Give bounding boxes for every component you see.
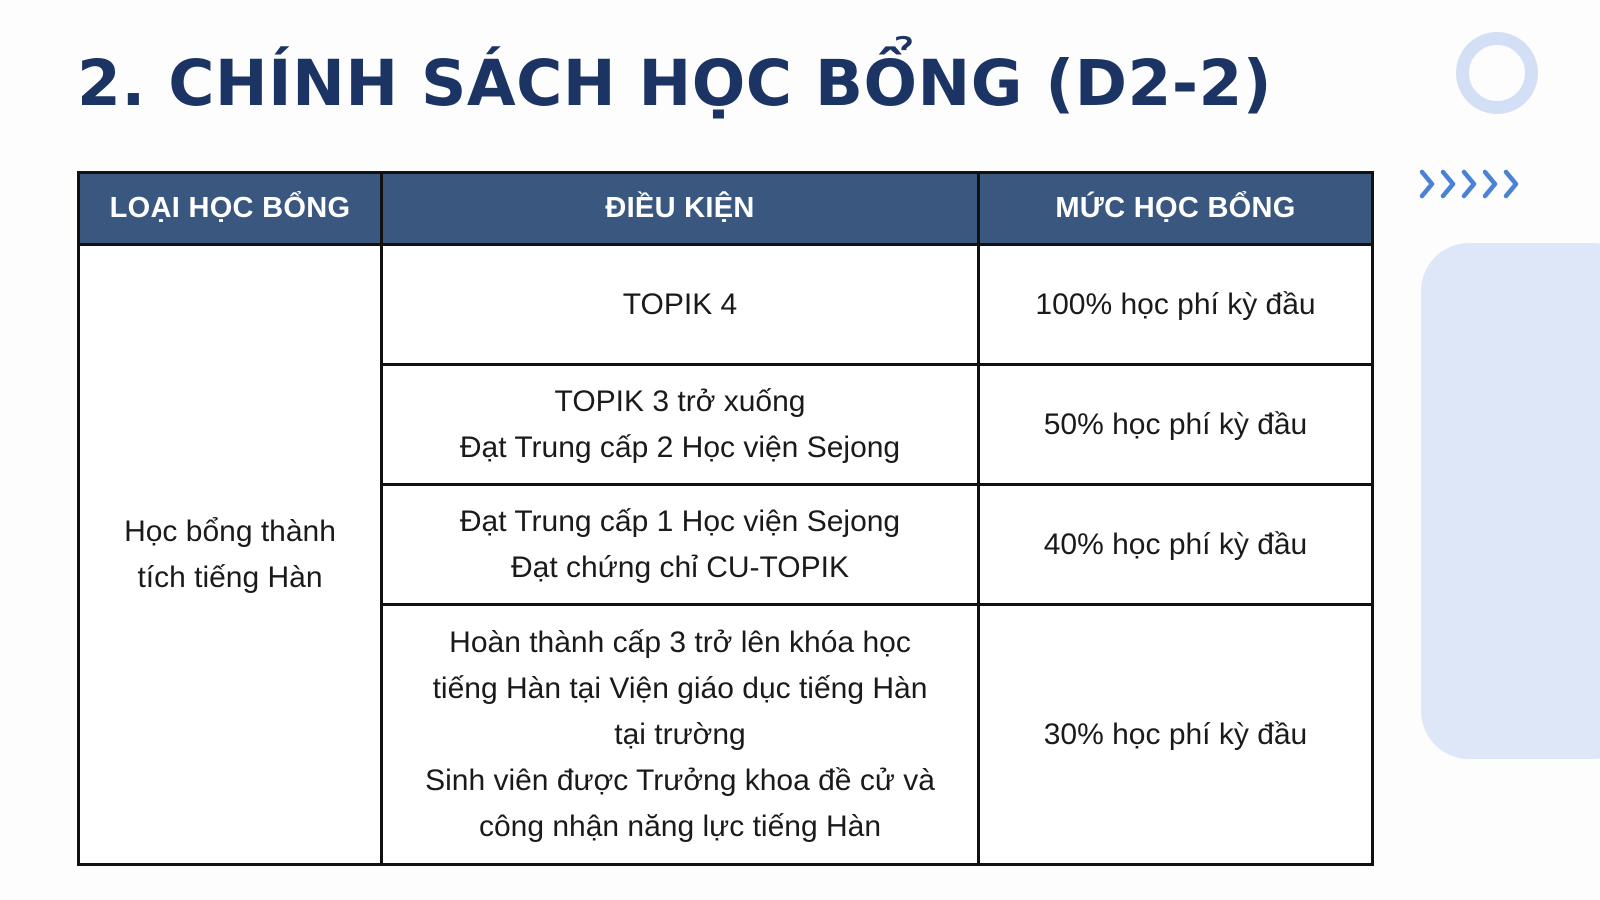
condition-cell <box>382 605 979 865</box>
condition-cell <box>382 365 979 485</box>
scholarship-table <box>77 171 1374 866</box>
header-scholarship-type: LOẠI HỌC BỔNG <box>79 173 382 245</box>
table-header-row <box>79 173 1373 245</box>
table-row <box>79 245 1373 365</box>
amount-cell: 30% học phí kỳ đầu <box>979 605 1373 865</box>
condition-line: tại trường <box>614 717 746 751</box>
condition-line: TOPIK 4 <box>622 287 738 321</box>
scholarship-type-line: Học bổng thành <box>124 514 336 548</box>
condition-line: Sinh viên được Trưởng khoa đề cử và <box>425 763 935 797</box>
condition-cell <box>382 485 979 605</box>
scholarship-type-cell <box>79 245 382 865</box>
header-scholarship-amount: MỨC HỌC BỔNG <box>979 173 1373 245</box>
page-title: 2. CHÍNH SÁCH HỌC BỔNG (D2-2) <box>77 47 1273 120</box>
amount-cell: 100% học phí kỳ đầu <box>979 245 1373 365</box>
amount-cell: 50% học phí kỳ đầu <box>979 365 1373 485</box>
condition-line: Đạt Trung cấp 1 Học viện Sejong <box>459 504 901 538</box>
circle-ring-icon <box>1456 32 1538 114</box>
chevrons-right-icon <box>1418 164 1530 204</box>
condition-line: tiếng Hàn tại Viện giáo dục tiếng Hàn <box>432 671 928 705</box>
amount-cell: 40% học phí kỳ đầu <box>979 485 1373 605</box>
decorative-side-panel <box>1421 243 1600 759</box>
condition-line: Đạt Trung cấp 2 Học viện Sejong <box>459 430 901 464</box>
condition-line: TOPIK 3 trở xuống <box>554 384 806 418</box>
header-conditions: ĐIỀU KIỆN <box>382 173 979 245</box>
condition-cell <box>382 245 979 365</box>
condition-line: công nhận năng lực tiếng Hàn <box>478 809 882 843</box>
condition-line: Đạt chứng chỉ CU-TOPIK <box>511 550 849 584</box>
scholarship-type-line: tích tiếng Hàn <box>137 560 323 594</box>
condition-line: Hoàn thành cấp 3 trở lên khóa học <box>449 625 911 659</box>
